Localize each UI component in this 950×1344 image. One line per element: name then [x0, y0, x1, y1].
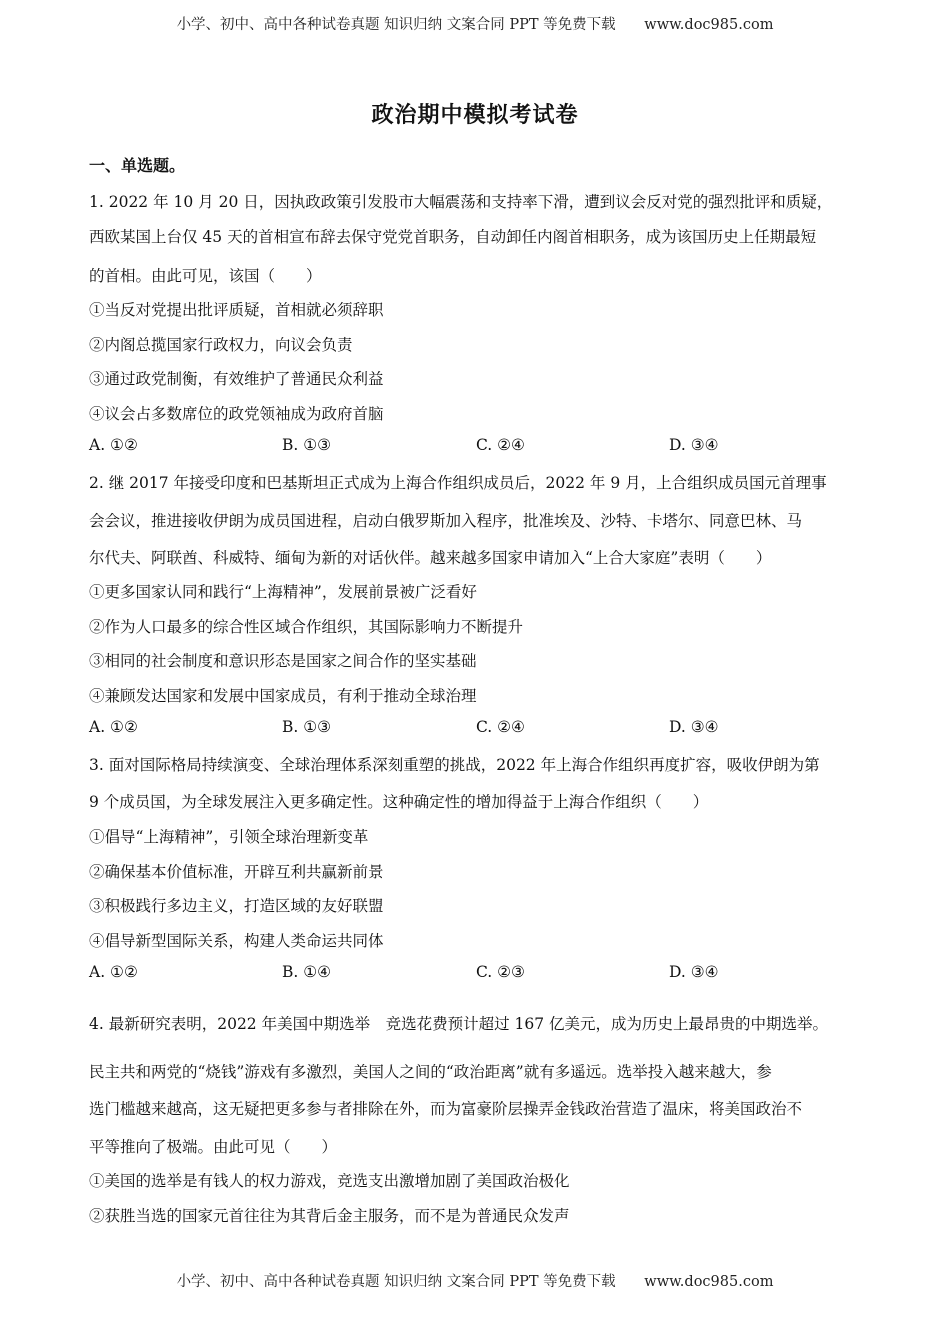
q2-item: ④兼顾发达国家和发展中国家成员，有利于推动全球治理 — [89, 687, 477, 705]
q3-option-c[interactable]: C. ②③ — [476, 963, 525, 981]
q3-options — [89, 963, 869, 985]
q2-option-a[interactable]: A. ①② — [89, 718, 138, 736]
q2-item: ②作为人口最多的综合性区域合作组织，其国际影响力不断提升 — [89, 618, 524, 636]
q4-item: ①美国的选举是有钱人的权力游戏，竞选支出激增加剧了美国政治极化 — [89, 1172, 570, 1190]
header-text: 小学、初中、高中各种试卷真题 知识归纳 文案合同 PPT 等免费下载 — [176, 17, 616, 33]
q3-option-a[interactable]: A. ①② — [89, 963, 138, 981]
q3-option-d[interactable]: D. ③④ — [669, 963, 719, 981]
q1-stem-line: 西欧某国上台仅 45 天的首相宣布辞去保守党党首职务，自动卸任内阁首相职务，成为该国历史上任期最短 — [89, 228, 817, 246]
q3-item: ①倡导“上海精神”，引领全球治理新变革 — [89, 828, 369, 846]
q1-item: ③通过政党制衡，有效维护了普通民众利益 — [89, 370, 384, 388]
q1-item: ②内阁总揽国家行政权力，向议会负责 — [89, 336, 353, 354]
q4-stem-line: 4. 最新研究表明，2022 年美国中期选举 竞选花费预计超过 167 亿美元，成为历史上最昂贵的中期选举。 — [89, 1015, 829, 1033]
q3-option-b[interactable]: B. ①④ — [282, 963, 332, 981]
header-site-link[interactable]: www.doc985.com — [644, 17, 774, 33]
q2-item: ①更多国家认同和践行“上海精神”，发展前景被广泛看好 — [89, 583, 477, 601]
q2-stem-line: 尔代夫、阿联酋、科威特、缅甸为新的对话伙伴。越来越多国家申请加入“上合大家庭”表明（ ） — [89, 549, 772, 567]
q3-item: ②确保基本价值标准，开辟互利共赢新前景 — [89, 863, 384, 881]
q1-option-a[interactable]: A. ①② — [89, 436, 138, 454]
q3-stem-line: 3. 面对国际格局持续演变、全球治理体系深刻重塑的挑战，2022 年上海合作组织再度扩容，吸收伊朗为第 — [89, 756, 820, 774]
section-heading: 一、单选题。 — [89, 156, 186, 175]
q1-option-c[interactable]: C. ②④ — [476, 436, 525, 454]
q1-stem-line: 的首相。由此可见，该国（ ） — [89, 267, 322, 285]
q2-stem-line: 2. 继 2017 年接受印度和巴基斯坦正式成为上海合作组织成员后，2022 年 9 月，上合组织成员国元首理事 — [89, 474, 827, 492]
q2-stem-line: 会会议，推进接收伊朗为成员国进程，启动白俄罗斯加入程序，批准埃及、沙特、卡塔尔、同意巴林、马 — [89, 512, 803, 530]
q2-item: ③相同的社会制度和意识形态是国家之间合作的坚实基础 — [89, 652, 477, 670]
q1-option-b[interactable]: B. ①③ — [282, 436, 332, 454]
q1-options — [89, 436, 869, 458]
q2-option-d[interactable]: D. ③④ — [669, 718, 719, 736]
q4-stem-line: 选门槛越来越高，这无疑把更多参与者排除在外，而为富豪阶层操弄金钱政治营造了温床，将美国政治不 — [89, 1100, 803, 1118]
q1-item: ①当反对党提出批评质疑，首相就必须辞职 — [89, 301, 384, 319]
q3-item: ③积极践行多边主义，打造区域的友好联盟 — [89, 897, 384, 915]
q4-stem-line: 平等推向了极端。由此可见（ ） — [89, 1138, 338, 1156]
page-footer — [0, 1270, 950, 1291]
q4-stem-line: 民主共和两党的“烧钱”游戏有多激烈，美国人之间的“政治距离”就有多遥远。选举投入越来越大，参 — [89, 1063, 772, 1081]
q3-item: ④倡导新型国际关系，构建人类命运共同体 — [89, 932, 384, 950]
q1-stem-line: 1. 2022 年 10 月 20 日，因执政政策引发股市大幅震荡和支持率下滑，遭到议会反对党的强烈批评和质疑， — [89, 193, 833, 211]
q2-option-c[interactable]: C. ②④ — [476, 718, 525, 736]
q2-options — [89, 718, 869, 740]
footer-text: 小学、初中、高中各种试卷真题 知识归纳 文案合同 PPT 等免费下载 — [176, 1274, 616, 1290]
q2-option-b[interactable]: B. ①③ — [282, 718, 332, 736]
footer-site-link[interactable]: www.doc985.com — [644, 1274, 774, 1290]
page-title: 政治期中模拟考试卷 — [371, 102, 579, 128]
page-header — [0, 13, 950, 34]
q4-item: ②获胜当选的国家元首往往为其背后金主服务，而不是为普通民众发声 — [89, 1207, 570, 1225]
q1-item: ④议会占多数席位的政党领袖成为政府首脑 — [89, 405, 384, 423]
q3-stem-line: 9 个成员国，为全球发展注入更多确定性。这种确定性的增加得益于上海合作组织（ ） — [89, 793, 709, 811]
q1-option-d[interactable]: D. ③④ — [669, 436, 719, 454]
